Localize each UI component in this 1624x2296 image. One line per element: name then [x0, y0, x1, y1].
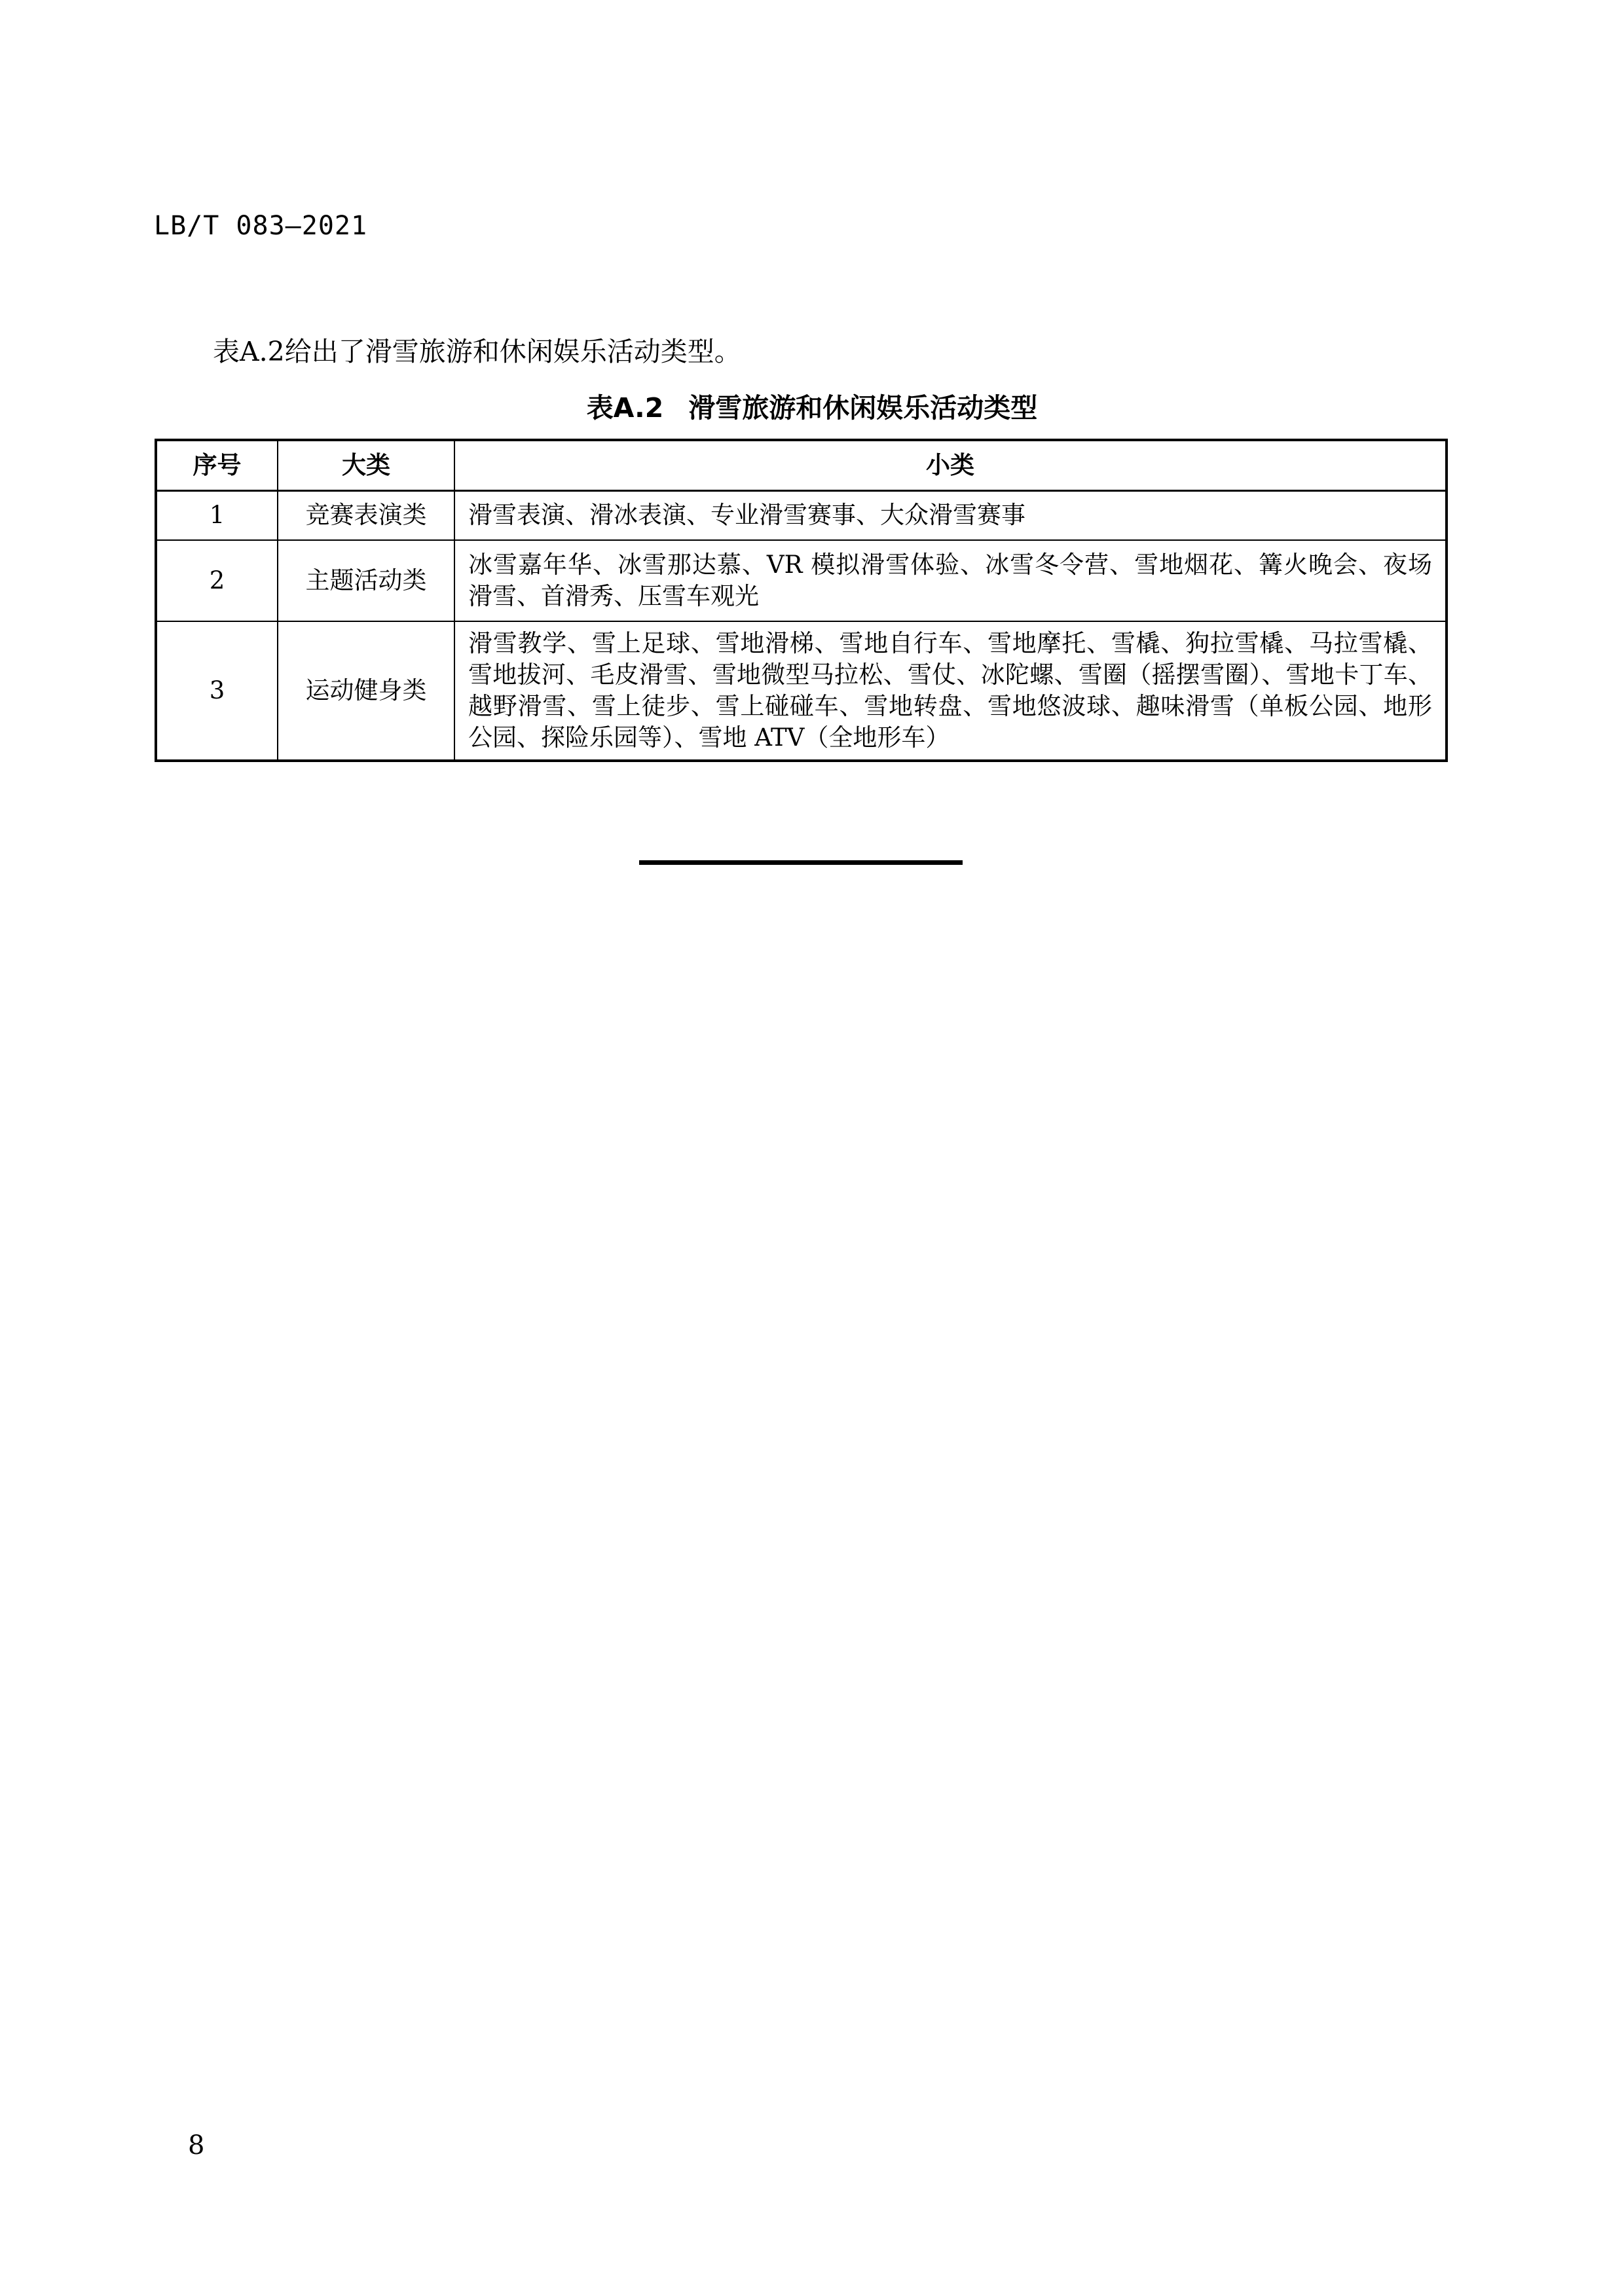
column-header-subcategory: 小类: [454, 440, 1447, 491]
row-subcategories: 滑雪表演、滑冰表演、专业滑雪赛事、大众滑雪赛事: [454, 491, 1447, 540]
end-of-document-rule: [639, 860, 963, 865]
intro-paragraph: 表A.2给出了滑雪旅游和休闲娱乐活动类型。: [213, 336, 741, 367]
table-row: [156, 621, 1447, 761]
row-category: 竞赛表演类: [278, 491, 454, 540]
page-number: 8: [188, 2130, 205, 2160]
table-caption: [0, 386, 1624, 425]
row-number: 1: [156, 491, 278, 540]
activity-types-table: [155, 439, 1448, 762]
table-caption-number: 表A.2: [586, 392, 664, 424]
row-category: 主题活动类: [278, 540, 454, 621]
table-caption-text: 滑雪旅游和休闲娱乐活动类型: [688, 392, 1038, 424]
table-header-row: [156, 440, 1447, 491]
row-number: 2: [156, 540, 278, 621]
standard-code: LB/T 083—2021: [154, 211, 368, 241]
column-header-category: 大类: [278, 440, 454, 491]
row-number: 3: [156, 621, 278, 761]
row-subcategories: 冰雪嘉年华、冰雪那达慕、VR 模拟滑雪体验、冰雪冬令营、雪地烟花、篝火晚会、夜场滑雪、首滑秀、压雪车观光: [454, 540, 1447, 621]
table-row: [156, 491, 1447, 540]
table-row: [156, 540, 1447, 621]
row-subcategories: 滑雪教学、雪上足球、雪地滑梯、雪地自行车、雪地摩托、雪橇、狗拉雪橇、马拉雪橇、雪地拔河、毛皮滑雪、雪地微型马拉松、雪仗、冰陀螺、雪圈（摇摆雪圈）、雪地卡丁车、越野滑雪、雪上徒步、雪上碰碰车、雪地转盘、雪地悠波球、趣味滑雪（单板公园、地形公园、探险乐园等）、雪地 ATV（全地形车）: [454, 621, 1447, 761]
column-header-number: 序号: [156, 440, 278, 491]
row-category: 运动健身类: [278, 621, 454, 761]
